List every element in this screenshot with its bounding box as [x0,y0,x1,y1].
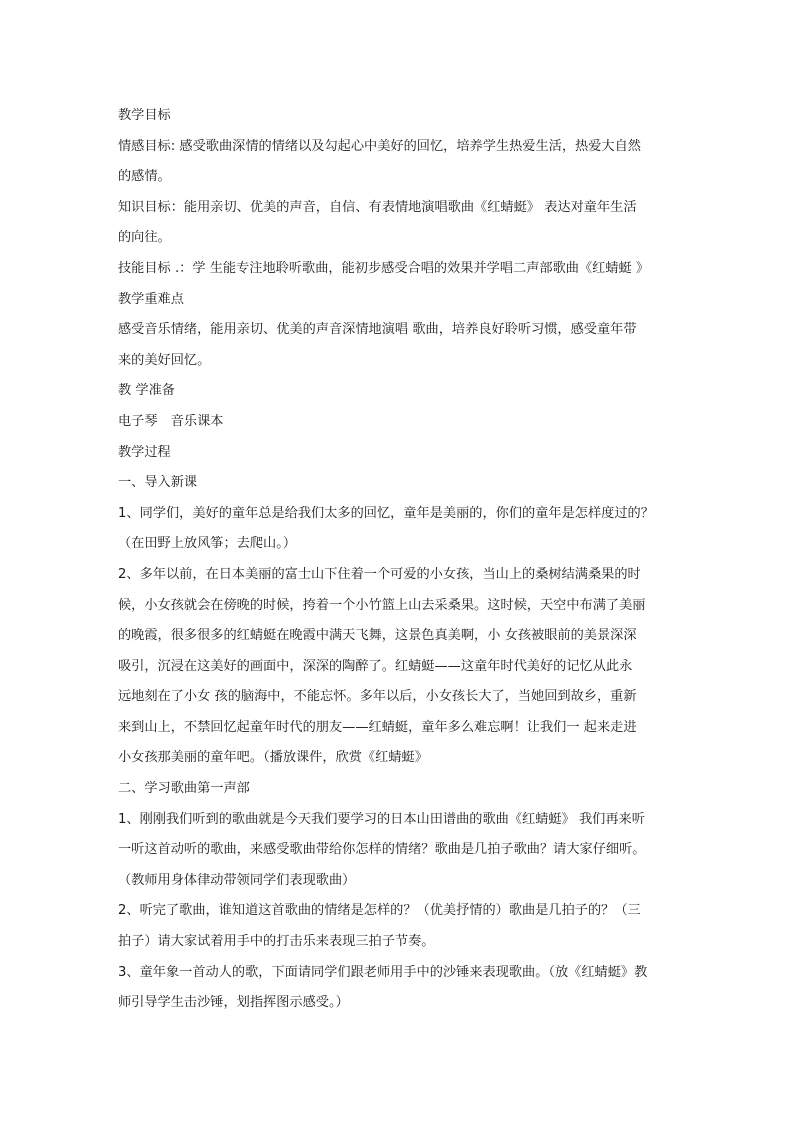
paragraph-line: 一听这首动听的歌曲，来感受歌曲带给你怎样的情绪？歌曲是几拍子歌曲？请大家仔细听。 [118,842,646,858]
section-heading: 二、学习歌曲第一声部 [118,781,250,797]
paragraph-line: 远地刻在了小女 孩的脑海中，不能忘怀。多年以后，小女孩长大了，当她回到故乡，重新 [118,689,637,705]
heading-key-difficulties: 教学重难点 [118,291,184,307]
paragraph-line: 师引导学生击沙锤，划指挥图示感受。） [118,995,349,1011]
paragraph-line: 感受音乐情绪，能用亲切、优美的声音深情地演唱 歌曲，培养良好聆听习惯，感受童年带 [118,322,637,338]
heading-preparation: 教 学准备 [118,383,175,399]
paragraph-line: （教师用身体律动带领同学们表现歌曲） [118,872,356,888]
heading-teaching-process: 教学过程 [118,444,171,460]
paragraph-line: 的向往。 [118,230,171,246]
paragraph-line: 的晚霞，很多很多的红蜻蜓在晚霞中满天飞舞，这景色真美啊，小 女孩被眼前的美景深深 [118,628,637,644]
paragraph-line: 2、多年以前，在日本美丽的富士山下住着一个可爱的小女孩，当山上的桑树结满桑果的时 [118,566,641,582]
paragraph-line: 1、同学们，美好的童年总是给我们太多的回忆，童年是美丽的，你们的童年是怎样度过的？ [118,505,654,521]
section-heading: 一、导入新课 [118,475,198,491]
paragraph-line: （在田野上放风筝；去爬山。） [118,536,297,552]
paragraph-line: 1、刚刚我们听到的歌曲就是今天我们要学习的日本山田谱曲的歌曲《红蜻蜓》 我们再来听 [118,811,645,827]
paragraph-line: 技能目标 .：学 生能专注地聆听歌曲，能初步感受合唱的效果并学唱二声部歌曲《红蜻蜓 》 [118,260,650,276]
paragraph-line: 的感情。 [118,169,171,185]
paragraph-line: 小女孩那美丽的童年吧。（播放课件，欣赏《红蜻蜓》 [118,750,428,766]
paragraph-line: 来的美好回忆。 [118,352,211,368]
paragraph-line: 情感目标: 感受歌曲深情的情绪以及勾起心中美好的回忆，培养学生热爱生活，热爱大自然 [118,138,641,154]
heading-teaching-goals: 教学目标 [118,108,171,123]
paragraph-line: 吸引，沉浸在这美好的画面中，深深的陶醉了。红蜻蜓——这童年时代美好的记忆从此永 [118,658,633,674]
document-body [118,101,678,1019]
paragraph-line: 电子琴 音乐课本 [118,413,224,429]
paragraph-line: 2、听完了歌曲，谁知道这首歌曲的情绪是怎样的？（优美抒情的）歌曲是几拍子的？（三 [118,903,641,919]
paragraph-line: 来到山上，不禁回忆起童年时代的朋友——红蜻蜓，童年多么难忘啊！让我们一 起来走进 [118,719,637,735]
paragraph-line: 3、童年象一首动人的歌，下面请同学们跟老师用手中的沙锤来表现歌曲。（放《红蜻蜓》教 [118,964,648,980]
paragraph-line: 知识目标：能用亲切、优美的声音，自信、有表情地演唱歌曲《红蜻蜓》 表达对童年生活 [118,199,637,215]
paragraph-line: 候，小女孩就会在傍晚的时候，挎着一个小竹篮上山去采桑果。这时候，天空中布满了美丽 [118,597,646,613]
paragraph-line: 拍子）请大家试着用手中的打击乐来表现三拍子节奏。 [118,934,435,950]
